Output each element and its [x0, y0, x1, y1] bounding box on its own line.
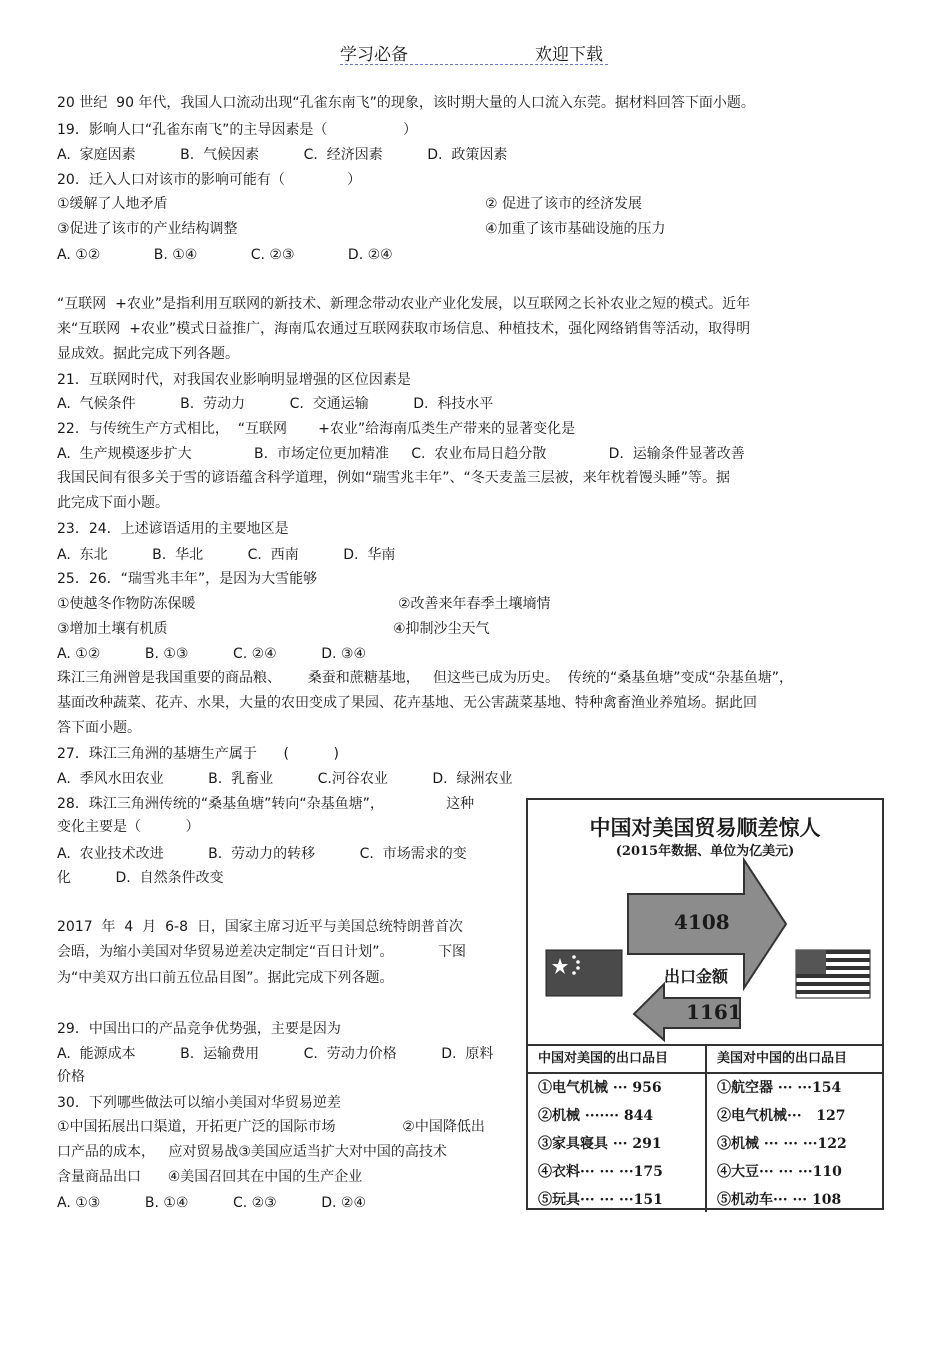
text-line: 答下面小题。 — [57, 720, 141, 736]
table-row: ③家具寝具 ··· 291 — [538, 1136, 662, 1152]
text-line: “互联网 +农业”是指利用互联网的新技术、新理念带动农业产业化发展，以互联网之长补农业之短的模式。近年 — [57, 296, 751, 312]
china-exports-column — [528, 1046, 705, 1214]
text-line: ①使越冬作物防冻保暖 — [57, 596, 196, 612]
text-line: 25．26．“瑞雪兆丰年”，是因为大雪能够 — [57, 571, 318, 587]
figure-title: 中国对美国贸易顺差惊人 — [589, 815, 821, 840]
table-row: ④衣料··· ··· ···175 — [538, 1164, 663, 1180]
text-line: A. 气候条件 B. 劳动力 C. 交通运输 D. 科技水平 — [57, 396, 494, 412]
text-line: 含量商品出口 ④美国召回其在中国的生产企业 — [57, 1169, 363, 1185]
text-line: 19．影响人口“孔雀东南飞”的主导因素是（ ） — [57, 122, 417, 138]
text-line: ② 促进了该市的经济发展 — [485, 196, 643, 212]
table-row: ⑤机动车··· ··· 108 — [717, 1192, 842, 1208]
text-line: A. 农业技术改进 B. 劳动力的转移 C. 市场需求的变 — [57, 846, 467, 862]
china-export-value: 4108 — [674, 910, 730, 934]
figure-subtitle: (2015年数据、单位为亿美元) — [615, 844, 795, 859]
text-line: ②改善来年春季土壤墒情 — [398, 596, 551, 612]
table-row: ①电气机械 ··· 956 — [538, 1080, 662, 1096]
text-line: 28．珠江三角洲传统的“桑基鱼塘”转向“杂基鱼塘”， 这种 — [57, 796, 475, 812]
text-line: 23．24．上述谚语适用的主要地区是 — [57, 521, 289, 537]
text-line: 27．珠江三角洲的基塘生产属于 ( ) — [57, 746, 339, 762]
text-line: 价格 — [57, 1069, 85, 1085]
us-exports-column — [705, 1046, 884, 1212]
text-line: A. 东北 B. 华北 C. 西南 D. 华南 — [57, 547, 396, 563]
text-line: ④加重了该市基础设施的压力 — [485, 221, 666, 237]
text-line: 为“中美双方出口前五位品目图”。据此完成下列各题。 — [57, 970, 394, 986]
column-header: 美国对中国的出口品目 — [707, 1046, 884, 1074]
text-line: 基面改种蔬菜、花卉、水果，大量的农田变成了果园、花卉基地、无公害蔬菜基地、特种禽畜渔业养殖场。据此回 — [57, 695, 757, 711]
text-line: 显成效。据此完成下列各题。 — [57, 346, 239, 362]
text-line: 来“互联网 +农业”模式日益推广，海南瓜农通过互联网获取市场信息、种植技术，强化网络销售等活动，取得明 — [57, 321, 751, 337]
text-line: 化 D. 自然条件改变 — [57, 870, 224, 886]
table-row: ③机械 ··· ··· ···122 — [717, 1136, 847, 1152]
text-line: ③促进了该市的产业结构调整 — [57, 221, 238, 237]
text-line: 口产品的成本， 应对贸易战③美国应适当扩大对中国的高技术 — [57, 1144, 447, 1160]
column-header: 中国对美国的出口品目 — [528, 1046, 705, 1074]
text-line: 30．下列哪些做法可以缩小美国对华贸易逆差 — [57, 1095, 341, 1111]
table-row: ④大豆··· ··· ···110 — [717, 1164, 842, 1180]
text-line: A. 季风水田农业 B. 乳畜业 C.河谷农业 D. 绿洲农业 — [57, 771, 513, 787]
trade-figure — [526, 798, 884, 1210]
text-line: 20．迁入人口对该市的影响可能有（ ） — [57, 172, 362, 188]
text-line: ①中国拓展出口渠道，开拓更广泛的国际市场 ②中国降低出 — [57, 1119, 485, 1135]
text-line: 珠江三角洲曾是我国重要的商品粮、 桑蚕和蔗糖基地， 但这些已成为历史。 传统的“桑基鱼塘”变成“杂基鱼塘”， — [57, 670, 793, 686]
text-line: 2017 年 4 月 6-8 日，国家主席习近平与美国总统特朗普首次 — [57, 919, 463, 935]
text-line: 会晤，为缩小美国对华贸易逆差决定制定“百日计划”。 下图 — [57, 944, 467, 960]
text-line: A. 能源成本 B. 运输费用 C. 劳动力价格 D. 原料 — [57, 1046, 494, 1062]
table-row: ②电气机械··· 127 — [717, 1108, 846, 1124]
export-amount-label: 出口金额 — [664, 967, 729, 986]
text-line: A. 家庭因素 B. 气候因素 C. 经济因素 D. 政策因素 — [57, 147, 508, 163]
header-divider — [340, 64, 608, 65]
text-line: 20 世纪 90 年代，我国人口流动出现“孔雀东南飞”的现象，该时期大量的人口流入东莞。据材料回答下面小题。 — [57, 95, 755, 111]
text-line: A. ①② B. ①④ C. ②③ D. ②④ — [57, 247, 393, 263]
text-line: ③增加土壤有机质 — [57, 621, 168, 637]
text-line: ①缓解了人地矛盾 — [57, 196, 168, 212]
text-line: 我国民间有很多关于雪的谚语蕴含科学道理，例如“瑞雪兆丰年”、“冬天麦盖三层被，来年枕着馒头睡”等。据 — [57, 470, 731, 486]
china-flag-icon — [546, 950, 622, 996]
header-left: 学习必备 — [340, 45, 408, 65]
text-line: 此完成下面小题。 — [57, 495, 169, 511]
table-row: ②机械 ······· 844 — [538, 1108, 654, 1124]
text-line: 29．中国出口的产品竞争优势强，主要是因为 — [57, 1021, 341, 1037]
text-line: 变化主要是（ ） — [57, 819, 200, 835]
table-row: ⑤玩具··· ··· ···151 — [538, 1192, 663, 1208]
text-line: 22．与传统生产方式相比， “互联网 +农业”给海南瓜类生产带来的显著变化是 — [57, 421, 576, 437]
text-line: ④抑制沙尘天气 — [393, 621, 490, 637]
text-line: A. 生产规模逐步扩大 B. 市场定位更加精准 C. 农业布局日趋分散 D. 运输条件显著改善 — [57, 446, 745, 462]
text-line: 21．互联网时代，对我国农业影响明显增强的区位因素是 — [57, 372, 411, 388]
header-right: 欢迎下载 — [535, 45, 603, 65]
us-export-value: 1161 — [686, 1000, 742, 1024]
text-line: A. ①② B. ①③ C. ②④ D. ③④ — [57, 646, 367, 662]
text-line: A. ①③ B. ①④ C. ②③ D. ②④ — [57, 1195, 367, 1211]
export-items-table — [528, 1044, 882, 1208]
us-flag-icon — [796, 950, 870, 998]
table-row: ①航空器 ··· ···154 — [717, 1080, 842, 1096]
